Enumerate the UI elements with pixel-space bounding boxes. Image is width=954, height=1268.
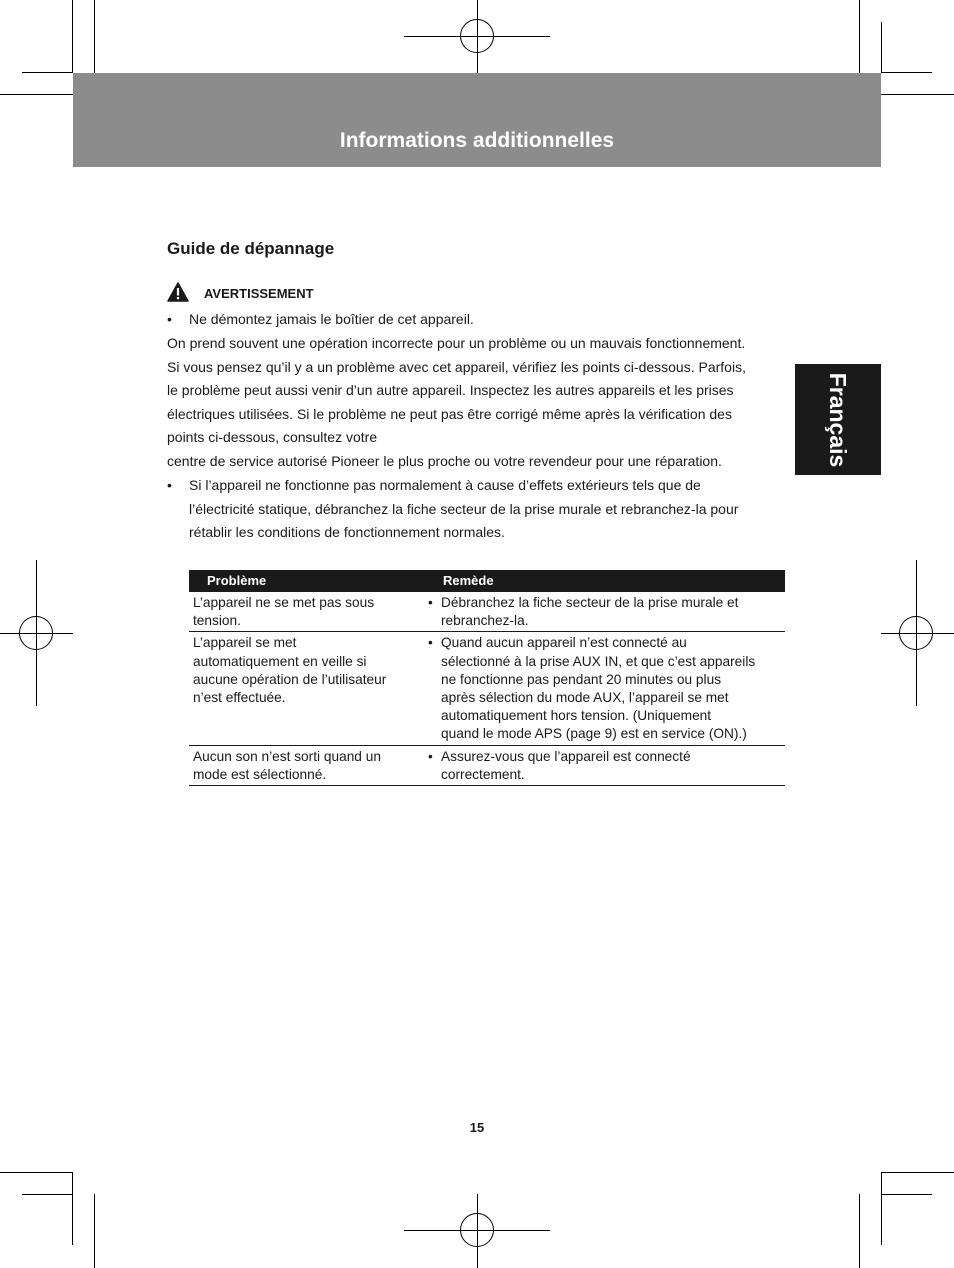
cell-line: Quand aucun appareil n’est connecté au [441,635,687,651]
crop-mark [881,94,954,95]
remedy-cell [422,745,785,785]
warning-triangle-icon [167,282,189,302]
crop-mark [22,1194,73,1195]
cell-line: rebranchez-la. [441,613,529,629]
registration-mark-icon [460,19,494,53]
crop-mark [0,1172,73,1173]
paragraph-line: Si vous pensez qu’il y a un problème avec cet appareil, vérifiez les points ci-dessous. Parfois, [167,359,746,375]
crop-mark [881,1194,932,1195]
column-header-remedy: Remède [422,570,785,592]
language-tab-label: Français [825,372,851,468]
cell-line: Aucun son n’est sorti quand un [193,748,381,764]
cell-line: n’est effectuée. [193,690,286,706]
crop-mark [94,0,95,73]
cell-line: ne fonctionne pas pendant 20 minutes ou plus [441,671,722,687]
crop-mark [72,0,73,73]
crop-mark [94,1194,95,1268]
paragraph-line: électriques utilisées. Si le problème ne peut pas être corrigé même après la vérification des [167,406,732,422]
table-row [189,592,785,632]
troubleshooting-table [189,570,785,786]
bullet-line: rétablir les conditions de fonctionnement normales. [189,524,505,540]
cell-line: automatiquement en veille si [193,653,367,669]
cell-line: automatiquement hors tension. (Uniquement [441,708,712,724]
column-header-problem: Problème [189,570,422,592]
cell-line: mode est sélectionné. [193,766,327,782]
crop-mark [859,1194,860,1268]
warning-label: AVERTISSEMENT [204,286,314,301]
crop-mark [881,22,882,73]
remedy-cell [422,632,785,745]
registration-mark-icon [460,1213,494,1247]
remedy-cell [422,592,785,632]
bullet-line: l’électricité statique, débranchez la fiche secteur de la prise murale et rebranchez-la pour [189,501,739,517]
section-title: Guide de dépannage [167,239,335,258]
table-row [189,632,785,745]
cell-line: tension. [193,613,241,629]
crop-mark [22,72,73,73]
crop-mark [859,0,860,73]
paragraph-line: le problème peut aussi venir d’un autre appareil. Inspectez les autres appareils et les prises [167,382,734,398]
problem-cell [189,592,422,632]
bullet-dot: • [167,477,172,493]
bullet-dot: • [428,595,433,610]
warning-bullet-text: Ne démontez jamais le boîtier de cet appareil. [189,311,474,327]
page-title: Informations additionnelles [339,129,615,152]
paragraph-line: On prend souvent une opération incorrecte pour un problème ou un mauvais fonctionnement. [167,335,746,351]
bullet-dot: • [167,311,172,327]
paragraph-line: centre de service autorisé Pioneer le plus proche ou votre revendeur pour une réparation. [167,453,722,469]
problem-cell [189,745,422,785]
crop-mark [72,1172,73,1245]
crop-mark [881,1172,954,1173]
bullet-dot: • [428,635,433,651]
crop-mark [881,72,932,73]
crop-mark [881,1172,882,1245]
table-header-row [189,570,785,592]
cell-line: correctement. [441,766,525,782]
problem-cell [189,632,422,745]
cell-line: quand le mode APS (page 9) est en service (ON).) [441,726,747,742]
bullet-dot: • [428,748,433,764]
registration-mark-icon [19,616,53,650]
cell-line: après sélection du mode AUX, l’appareil se met [441,690,729,706]
cell-line: Assurez-vous que l’appareil est connecté [441,748,691,764]
bullet-line: Si l’appareil ne fonctionne pas normalement à cause d’effets extérieurs tels que de [189,477,701,493]
cell-line: aucune opération de l’utilisateur [193,671,387,687]
cell-line: L’appareil ne se met pas sous [193,595,375,610]
cell-line: Débranchez la fiche secteur de la prise murale et [441,595,739,610]
page-number: 15 [469,1120,485,1135]
cell-line: sélectionné à la prise AUX IN, et que c’est appareils [441,653,756,669]
cell-line: L’appareil se met [193,635,297,651]
crop-mark [0,94,73,95]
paragraph-line: points ci-dessous, consultez votre [167,429,378,445]
registration-mark-icon [899,616,933,650]
table-row [189,745,785,785]
